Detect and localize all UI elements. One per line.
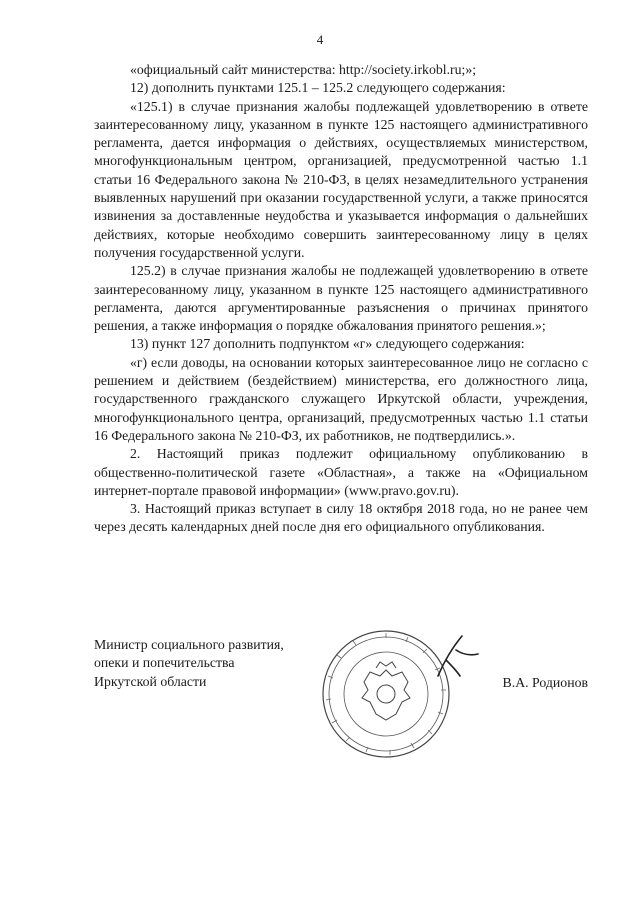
paragraph-item-125-2: 125.2) в случае признания жалобы не подлежащей удовлетворению в ответе заинтересованному лицу, указанном в пункте 125 настоящего административного регламента, даются аргументированные разъяснения о причинах принятого решения, а также информация о порядке обжалования принятого решения.»; bbox=[94, 263, 588, 334]
page-number: 4 bbox=[316, 32, 324, 47]
document-body bbox=[94, 61, 588, 537]
signer-title-line: опеки и попечительства bbox=[94, 655, 235, 671]
handwritten-signature bbox=[432, 632, 482, 682]
signer-title-line: Иркутской области bbox=[94, 673, 207, 689]
paragraph-subitem-g: «г) если доводы, на основании которых заинтересованное лицо не согласно с решением и действием (бездействием) министерства, его должностного лица, государственного гражданского служащего Иркутской области, учреждения, многофункционального центра, организаций, предусмотренных частью 1.1 статьи 16 Федерального закона № 210-ФЗ, их работников, не подтвердились.». bbox=[94, 354, 588, 443]
paragraph-publication: 2. Настоящий приказ подлежит официальному опубликованию в общественно-политической газете «Областная», а также на «Официальном интернет-портале правовой информации» (www.pravo.gov.ru). bbox=[94, 446, 588, 498]
paragraph-item-125-1: «125.1) в случае признания жалобы подлежащей удовлетворению в ответе заинтересованному лицу, указанном в пункте 125 настоящего административного регламента, дается информация о действиях, осуществляемых министерством, многофункциональным центром, организацией, предусмотренной частью 1.1 статьи 16 Федерального закона № 210-ФЗ, в целях незамедлительного устранения выявленных нарушений при оказании государственной услуги, а также приносятся извинения за доставленные неудобства и указывается информация о дальнейших действиях, которые необходимо совершить заинтересованному лицу в целях получения государственной услуги. bbox=[94, 98, 588, 260]
paragraph-website: «официальный сайт министерства: http://society.irkobl.ru;»; bbox=[130, 62, 477, 77]
signer-title-line: Министр социального развития, bbox=[94, 637, 284, 652]
paragraph-item-13: 13) пункт 127 дополнить подпунктом «г» следующего содержания: bbox=[130, 336, 525, 352]
paragraph-item-12: 12) дополнить пунктами 125.1 – 125.2 следующего содержания: bbox=[130, 80, 506, 96]
signature-block bbox=[94, 636, 588, 756]
signer-name: В.А. Родионов bbox=[502, 675, 588, 690]
paragraph-effective-date: 3. Настоящий приказ вступает в силу 18 октября 2018 года, но не ранее чем через десять календарных дней после дня его официального опубликования. bbox=[94, 501, 588, 535]
